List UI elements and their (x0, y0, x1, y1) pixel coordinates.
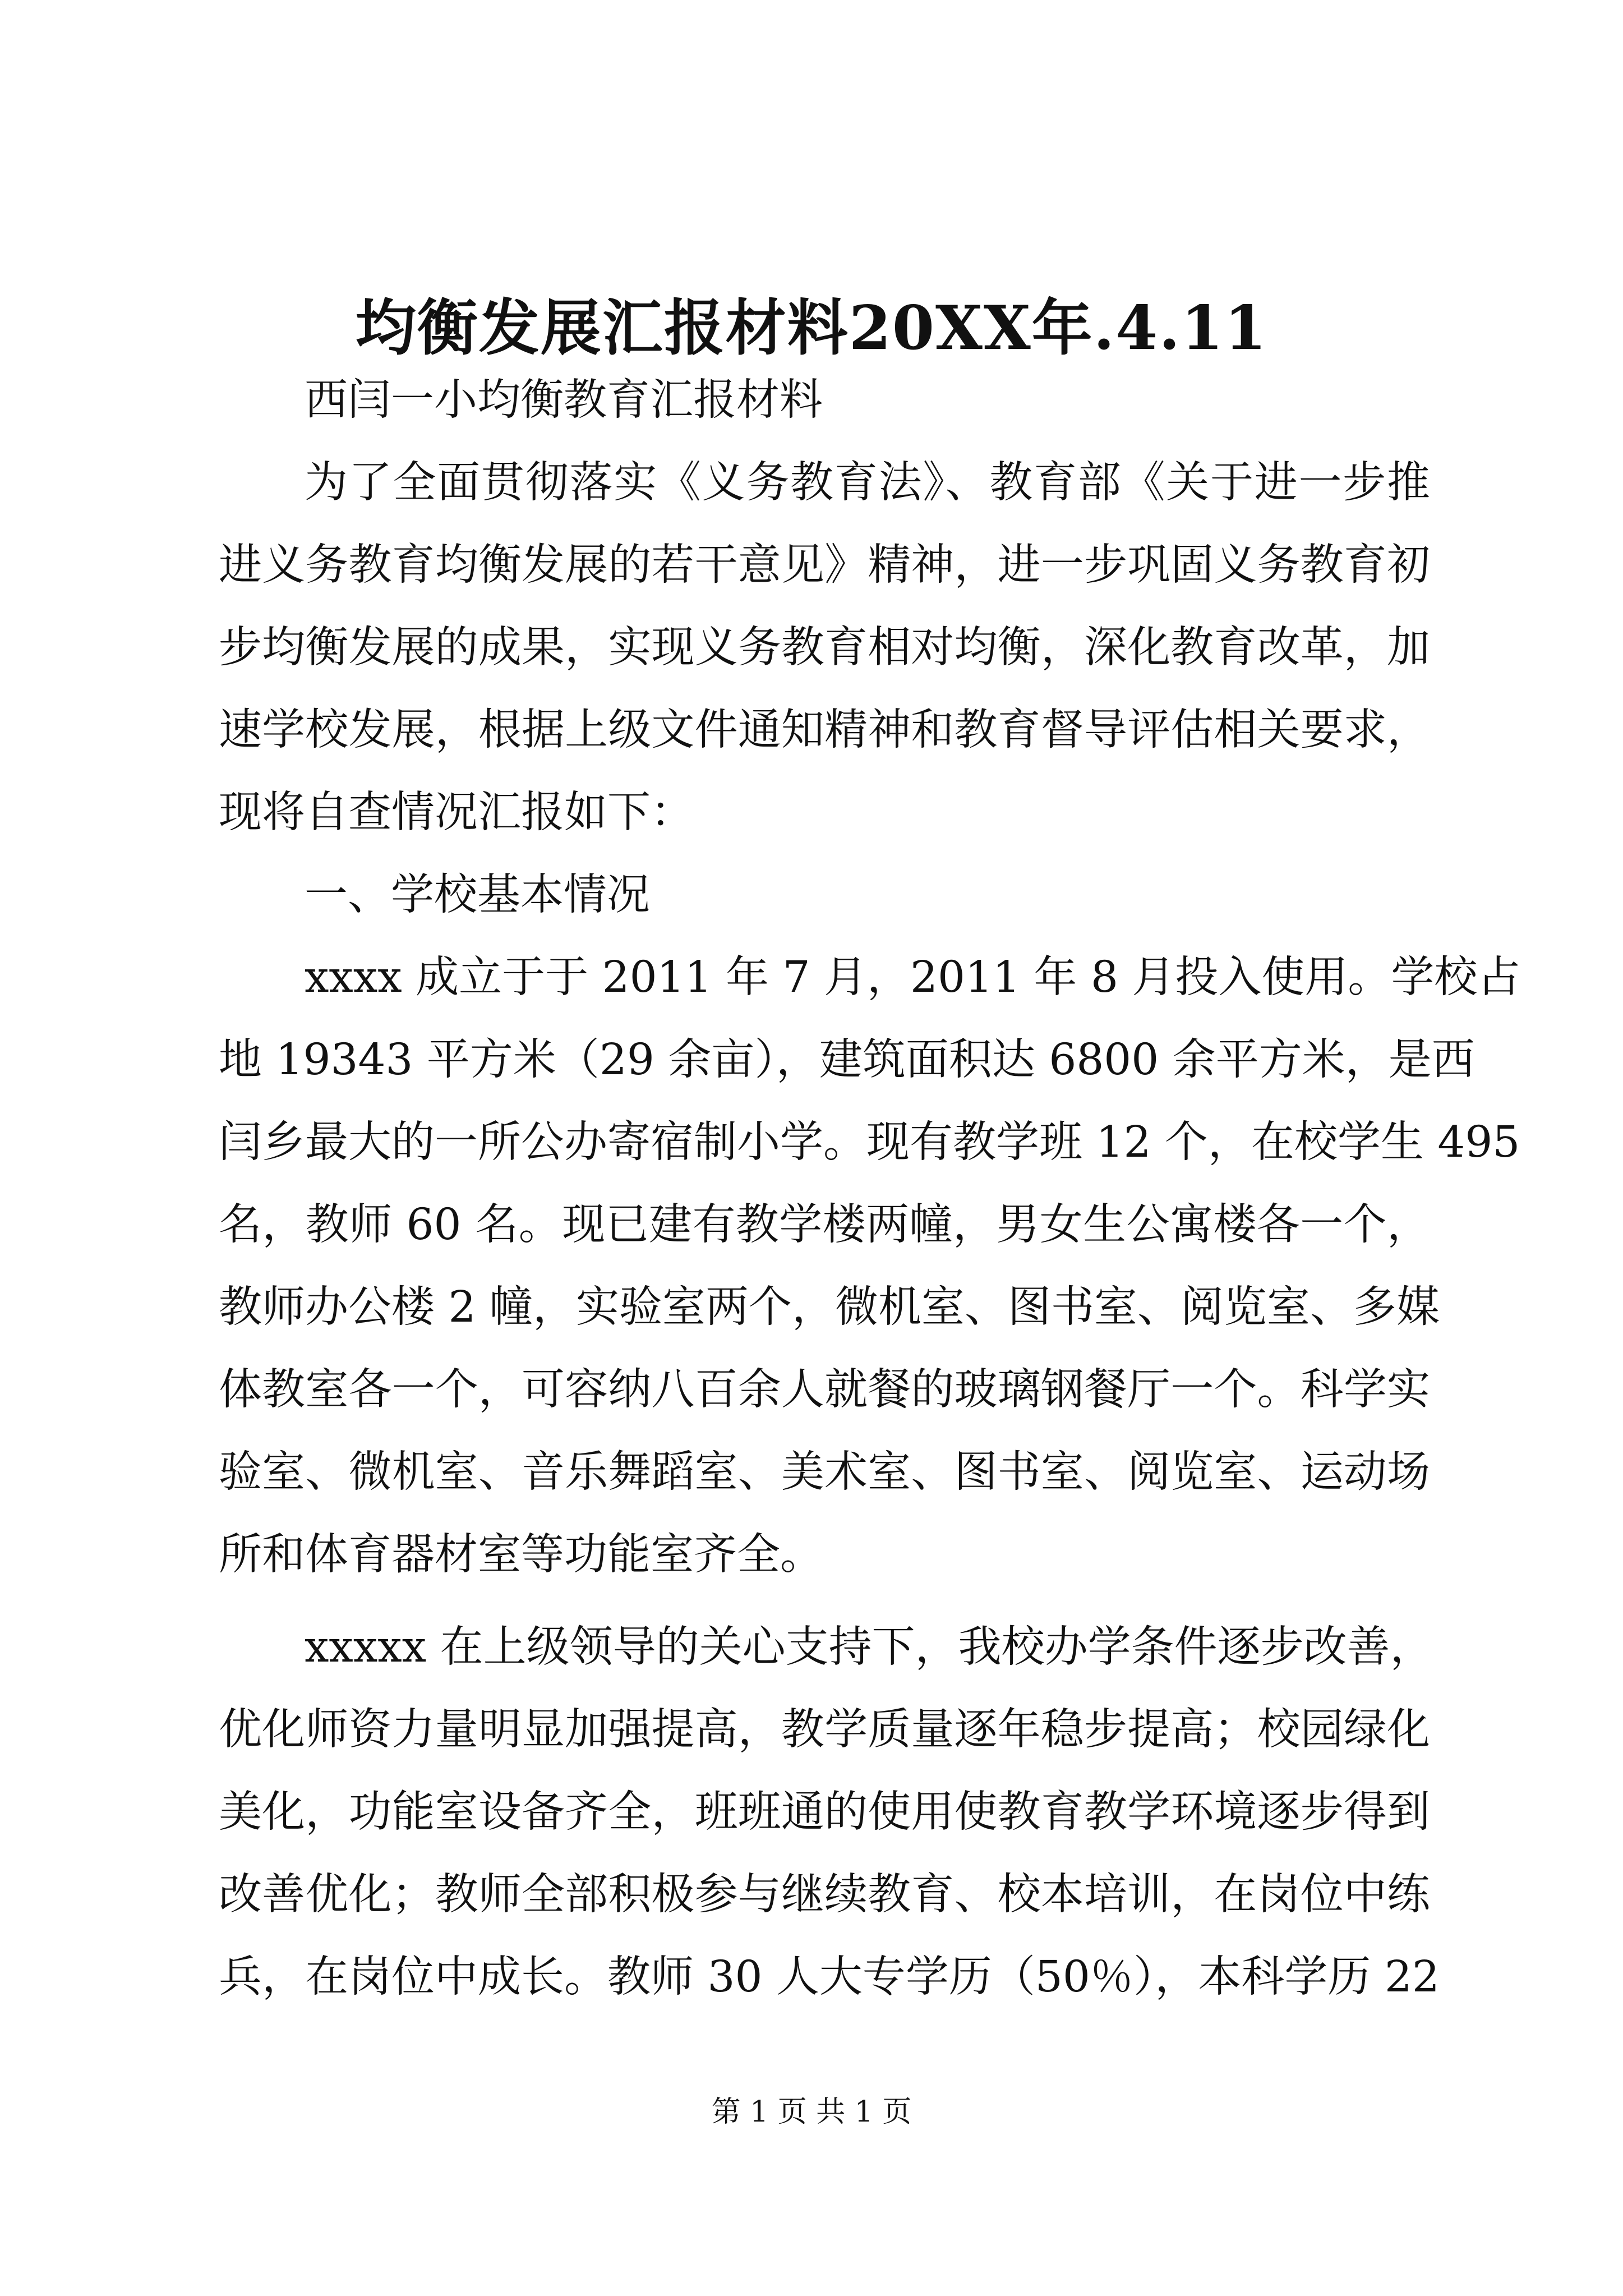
section-heading: 一、学校基本情况 (305, 870, 650, 920)
paragraph-line: 教师办公楼 2 幢，实验室两个，微机室、图书室、阅览室、多媒 (219, 1282, 1440, 1332)
page-footer: 第 1 页 共 1 页 (711, 2095, 912, 2129)
document-title: 均衡发展汇报材料20XX年.4.11 (355, 293, 1268, 364)
paragraph-line: 体教室各一个，可容纳八百余人就餐的玻璃钢餐厅一个。科学实 (219, 1365, 1430, 1415)
paragraph-line: 地 19343 平方米（29 余亩），建筑面积达 6800 余平方米，是西 (219, 1035, 1475, 1085)
document-body (219, 359, 1521, 2018)
paragraph-line: 兵，在岗位中成长。教师 30 人大专学历（50％），本科学历 22 (219, 1952, 1440, 2002)
paragraph-line: 为了全面贯彻落实《义务教育法》、教育部《关于进一步推 (305, 458, 1430, 508)
paragraph-line: 所和体育器材室等功能室齐全。 (219, 1530, 823, 1580)
paragraph-line: 现将自查情况汇报如下： (219, 788, 694, 838)
paragraph-line: 步均衡发展的成果，实现义务教育相对均衡，深化教育改革，加 (219, 623, 1430, 673)
paragraph-gap (219, 1596, 1430, 1606)
paragraph-line: 进义务教育均衡发展的若干意见》精神，进一步巩固义务教育初 (219, 540, 1430, 590)
paragraph-line: 闫乡最大的一所公办寄宿制小学。现有教学班 12 个，在校学生 495 (219, 1117, 1520, 1167)
paragraph-line: xxxx 成立于于 2011 年 7 月，2011 年 8 月投入使用。学校占 (305, 953, 1521, 1002)
subtitle-line: 西闫一小均衡教育汇报材料 (305, 375, 823, 425)
paragraph-line: 速学校发展，根据上级文件通知精神和教育督导评估相关要求， (219, 705, 1430, 755)
paragraph-line: 改善优化；教师全部积极参与继续教育、校本培训，在岗位中练 (219, 1870, 1430, 1920)
paragraph-line: 优化师资力量明显加强提高，教学质量逐年稳步提高；校园绿化 (219, 1705, 1430, 1755)
paragraph-line: 美化，功能室设备齐全，班班通的使用使教育教学环境逐步得到 (219, 1787, 1430, 1837)
paragraph-line: 验室、微机室、音乐舞蹈室、美术室、图书室、阅览室、运动场 (219, 1447, 1430, 1497)
paragraph-line: 名，教师 60 名。现已建有教学楼两幢，男女生公寓楼各一个， (219, 1200, 1430, 1250)
paragraph-line: xxxxx 在上级领导的关心支持下，我校办学条件逐步改善， (305, 1622, 1433, 1672)
